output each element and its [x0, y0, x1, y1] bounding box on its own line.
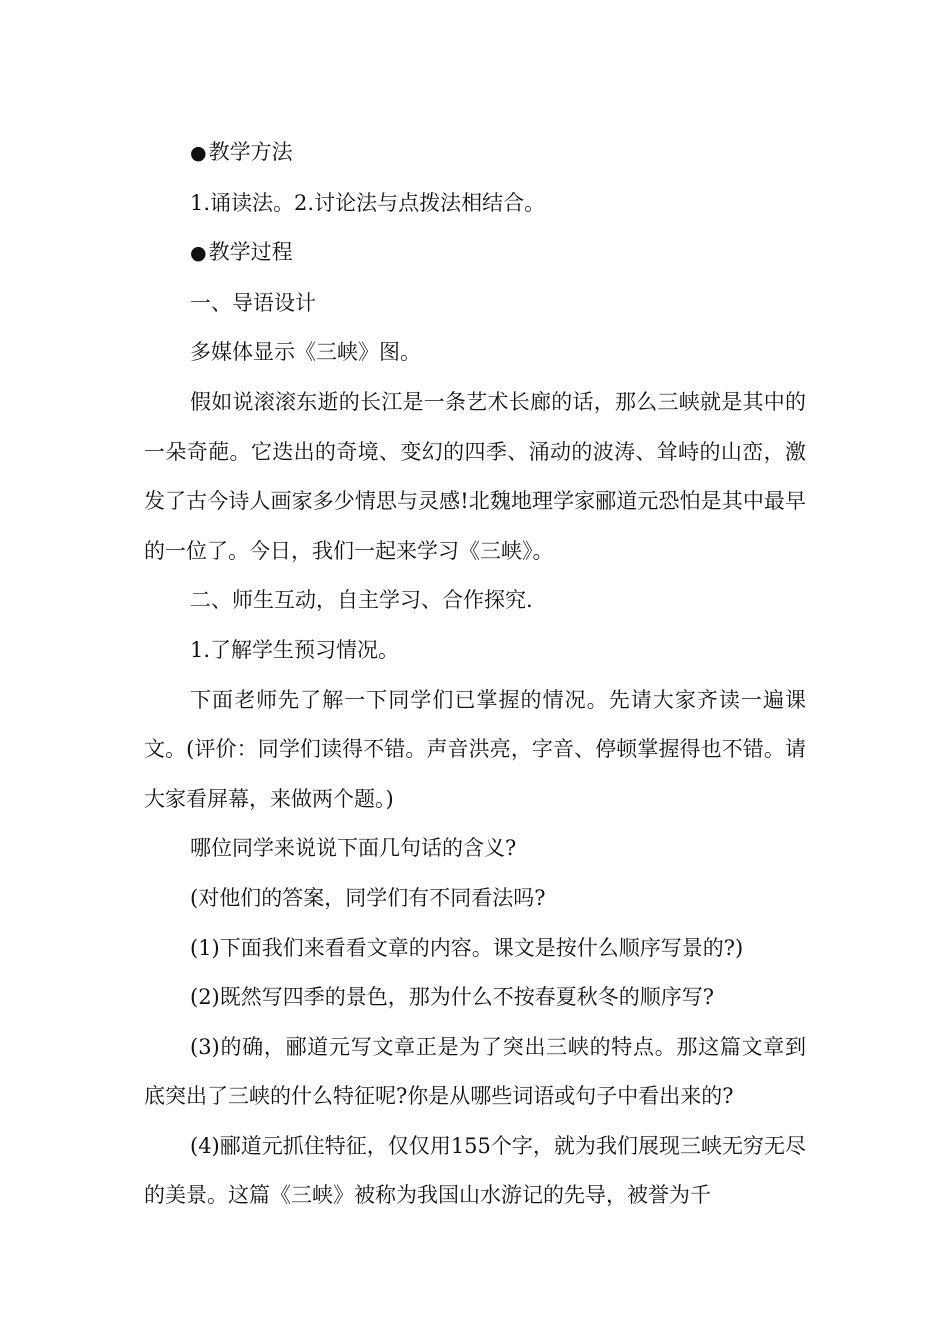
section-heading: 一、导语设计	[190, 290, 316, 315]
paragraph: (2)既然写四季的景色，那为什么不按春夏秋冬的顺序写?	[190, 985, 715, 1010]
heading-teaching-process	[144, 228, 806, 279]
paragraph: 1.诵读法。2.讨论法与点拨法相结合。	[190, 190, 546, 215]
paragraph: 1.了解学生预习情况。	[190, 637, 400, 662]
paragraph: 下面老师先了解一下同学们已掌握的情况。先请大家齐读一遍课文。(评价：同学们读得不错。声音洪亮，字音、停顿掌握得也不错。请大家看屏幕，来做两个题。)	[144, 687, 806, 811]
paragraph: 假如说滚滚东逝的长江是一条艺术长廊的话，那么三峡就是其中的一朵奇葩。它迭出的奇境、变幻的四季、涌动的波涛、耸峙的山峦，激发了古今诗人画家多少情思与灵感!北魏地理学家郦道元恐怕是其中最早的一位了。今日，我们一起来学习《三峡》。	[144, 389, 806, 563]
paragraph: (3)的确，郦道元写文章正是为了突出三峡的特点。那这篇文章到底突出了三峡的什么特征呢?你是从哪些词语或句子中看出来的?	[144, 1034, 806, 1109]
bullet-icon: ●	[190, 242, 207, 265]
paragraph: (4)郦道元抓住特征，仅仅用155个字，就为我们展现三峡无穷无尽的美景。这篇《三峡》被称为我国山水游记的先导，被誉为千	[144, 1133, 806, 1208]
paragraph: 多媒体显示《三峡》图。	[190, 340, 421, 365]
bullet-icon: ●	[190, 142, 207, 164]
paragraph: (对他们的答案，同学们有不同看法吗?	[190, 885, 546, 910]
heading-teaching-method	[144, 128, 806, 179]
document-body	[144, 128, 806, 1221]
paragraph: 哪位同学来说说下面几句话的含义?	[190, 836, 517, 861]
paragraph: (1)下面我们来看看文章的内容。课文是按什么顺序写景的?)	[190, 935, 744, 960]
section-heading: 二、师生互动，自主学习、合作探究.	[190, 588, 533, 613]
paragraph-text: 教学方法	[208, 140, 293, 164]
paragraph-text: 教学过程	[208, 240, 293, 265]
